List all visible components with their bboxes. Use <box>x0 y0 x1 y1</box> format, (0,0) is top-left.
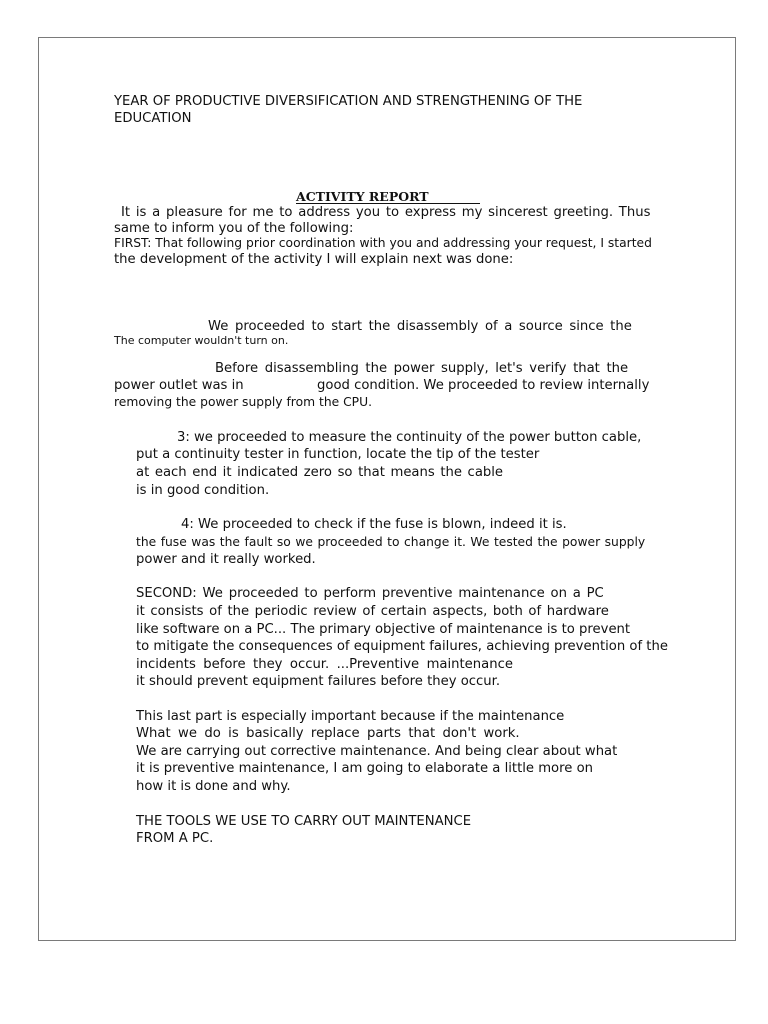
intro-line-4: the development of the activity I will explain next was done: <box>114 252 514 267</box>
last-part-line-1: This last part is especially important because if the maintenance <box>136 709 565 724</box>
second-line-1: SECOND: We proceeded to perform preventive maintenance on a PC <box>136 586 604 601</box>
step4-line-3: power and it really worked. <box>136 552 316 567</box>
tools-line-1: THE TOOLS WE USE TO CARRY OUT MAINTENANCE <box>136 814 472 829</box>
last-part-line-4: it is preventive maintenance, I am going to elaborate a little more on <box>136 761 593 776</box>
intro-line-3: FIRST: That following prior coordination with you and addressing your request, I started <box>114 236 652 250</box>
step3-line-4: is in good condition. <box>136 483 270 498</box>
header-line-2: EDUCATION <box>114 111 192 126</box>
report-title: ACTIVITY REPORT <box>296 190 480 204</box>
step2-line-2a: power outlet was in <box>114 378 244 393</box>
header-line-1: YEAR OF PRODUCTIVE DIVERSIFICATION AND STRENGTHENING OF THE <box>114 94 583 109</box>
second-line-3: like software on a PC... The primary objective of maintenance is to prevent <box>136 622 631 637</box>
tools-line-2: FROM A PC. <box>136 831 214 846</box>
step2-line-1: Before disassembling the power supply, let's verify that the <box>215 361 629 376</box>
step2-line-3: removing the power supply from the CPU. <box>114 395 373 409</box>
step3-line-1: 3: we proceeded to measure the continuity of the power button cable, <box>177 430 642 445</box>
last-part-line-5: how it is done and why. <box>136 779 291 794</box>
intro-line-2: same to inform you of the following: <box>114 221 354 236</box>
last-part-line-2: What we do is basically replace parts that don't work. <box>136 726 520 741</box>
step4-line-2: the fuse was the fault so we proceeded to change it. We tested the power supply <box>136 535 646 549</box>
step3-line-3: at each end it indicated zero so that means the cable <box>136 465 504 480</box>
step4-line-1: 4: We proceeded to check if the fuse is blown, indeed it is. <box>181 517 567 532</box>
second-line-4: to mitigate the consequences of equipment failures, achieving prevention of the <box>136 639 668 654</box>
step2-line-2b: good condition. We proceeded to review internally <box>317 378 650 393</box>
second-line-2: it consists of the periodic review of certain aspects, both of hardware <box>136 604 609 619</box>
second-line-6: it should prevent equipment failures before they occur. <box>136 674 501 689</box>
step3-line-2: put a continuity tester in function, locate the tip of the tester <box>136 447 540 462</box>
step1-line-1: We proceeded to start the disassembly of a source since the <box>208 319 632 334</box>
intro-line-1: It is a pleasure for me to address you to express my sincerest greeting. Thus <box>121 205 651 220</box>
last-part-line-3: We are carrying out corrective maintenance. And being clear about what <box>136 744 618 759</box>
step1-line-2: The computer wouldn't turn on. <box>114 334 289 347</box>
second-line-5: incidents before they occur. ...Preventive maintenance <box>136 657 513 672</box>
